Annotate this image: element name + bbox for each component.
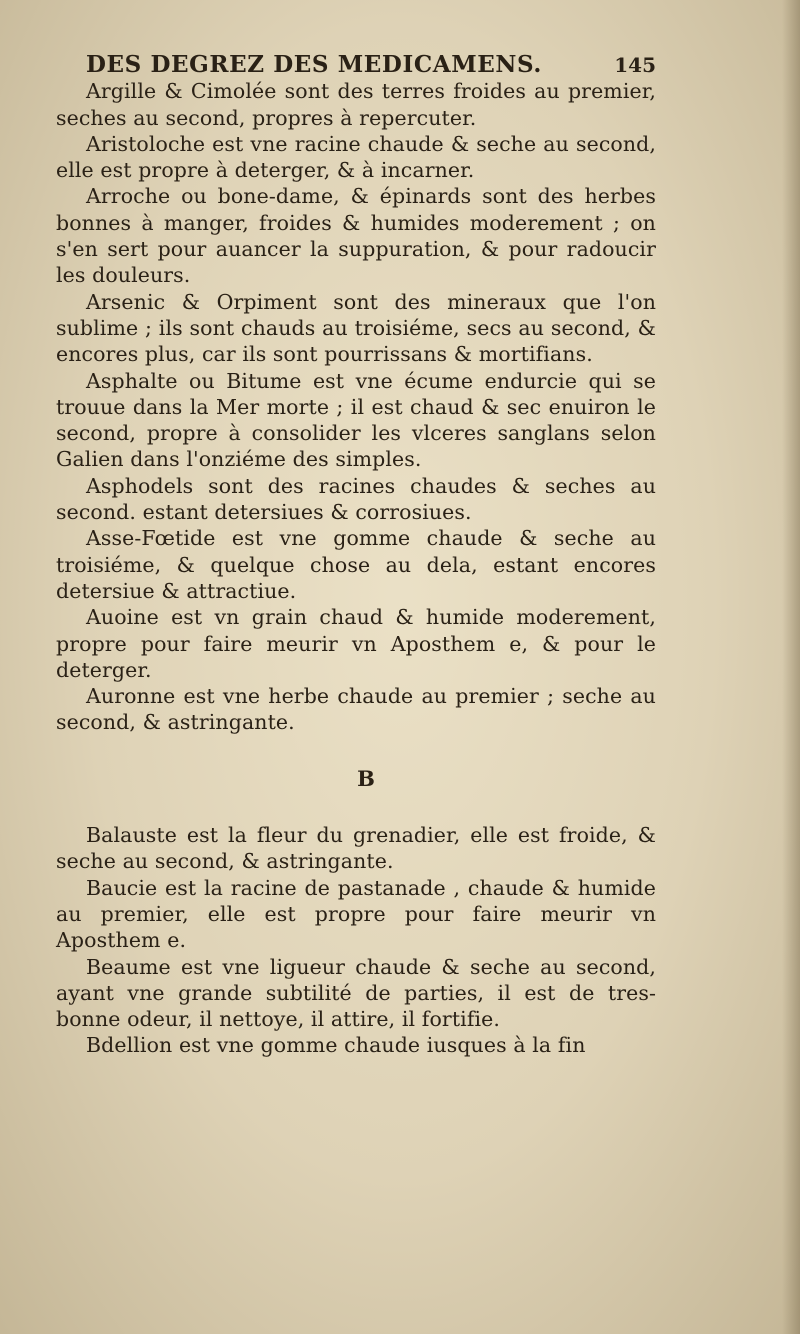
entry-argille: Argille & Cimolée sont des terres froides au premier, seches au second, propres à repercuter. [56, 79, 656, 130]
section-letter-heading: B [357, 765, 375, 791]
section-b [56, 822, 656, 1059]
entry-asphalte: Asphalte ou Bitume est vne écume endurcie qui se trouue dans la Mer morte ; il est chaud & sec enuiron le second, propre à consolider les vlceres sanglans selon Galien dans l'onziéme des simples. [56, 368, 656, 472]
entry-balauste: Balauste est la fleur du grenadier, elle est froide, & seche au second, & astringante. [56, 823, 656, 874]
entry-arsenic: Arsenic & Orpiment sont des mineraux que l'on sublime ; ils sont chauds au troisiéme, secs au second, & encores plus, car ils sont pourrissans & mortifians. [56, 289, 656, 367]
entry-aristoloche: Aristoloche est vne racine chaude & seche au second, elle est propre à deterger, & à incarner. [56, 131, 656, 183]
page-text-block [56, 52, 656, 1059]
section-a [56, 78, 656, 735]
page-edge-shadow [782, 0, 800, 1334]
running-head [56, 52, 656, 78]
entry-baucie: Baucie est la racine de pastanade , chaude & humide au premier, elle est propre pour faire meurir vn Aposthem e. [56, 875, 656, 953]
page-number: 145 [614, 53, 656, 77]
entry-auoine: Auoine est vn grain chaud & humide moderement, propre pour faire meurir vn Aposthem e, & pour le deterger. [56, 605, 656, 682]
entry-arroche: Arroche ou bone-dame, & épinards sont des herbes bonnes à manger, froides & humides moderement ; on s'en sert pour auancer la suppuration, & pour radoucir les douleurs. [56, 184, 656, 288]
entry-beaume: Beaume est vne ligueur chaude & seche au second, ayant vne grande subtilité de parties, il est de tres-bonne odeur, il nettoye, il attire, il fortifie. [56, 954, 656, 1032]
entry-asse-foetide: Asse-Fœtide est vne gomme chaude & seche au troisiéme, & quelque chose au dela, estant encores detersiue & attractiue. [56, 526, 656, 603]
entry-asphodels: Asphodels sont des racines chaudes & seches au second. estant detersiues & corrosiues. [56, 473, 656, 525]
entry-auronne: Auronne est vne herbe chaude au premier ; seche au second, & astringante. [56, 684, 656, 735]
running-title: DES DEGREZ DES MEDICAMENS. [86, 51, 543, 78]
entry-bdellion: Bdellion est vne gomme chaude iusques à la fin [86, 1033, 586, 1058]
